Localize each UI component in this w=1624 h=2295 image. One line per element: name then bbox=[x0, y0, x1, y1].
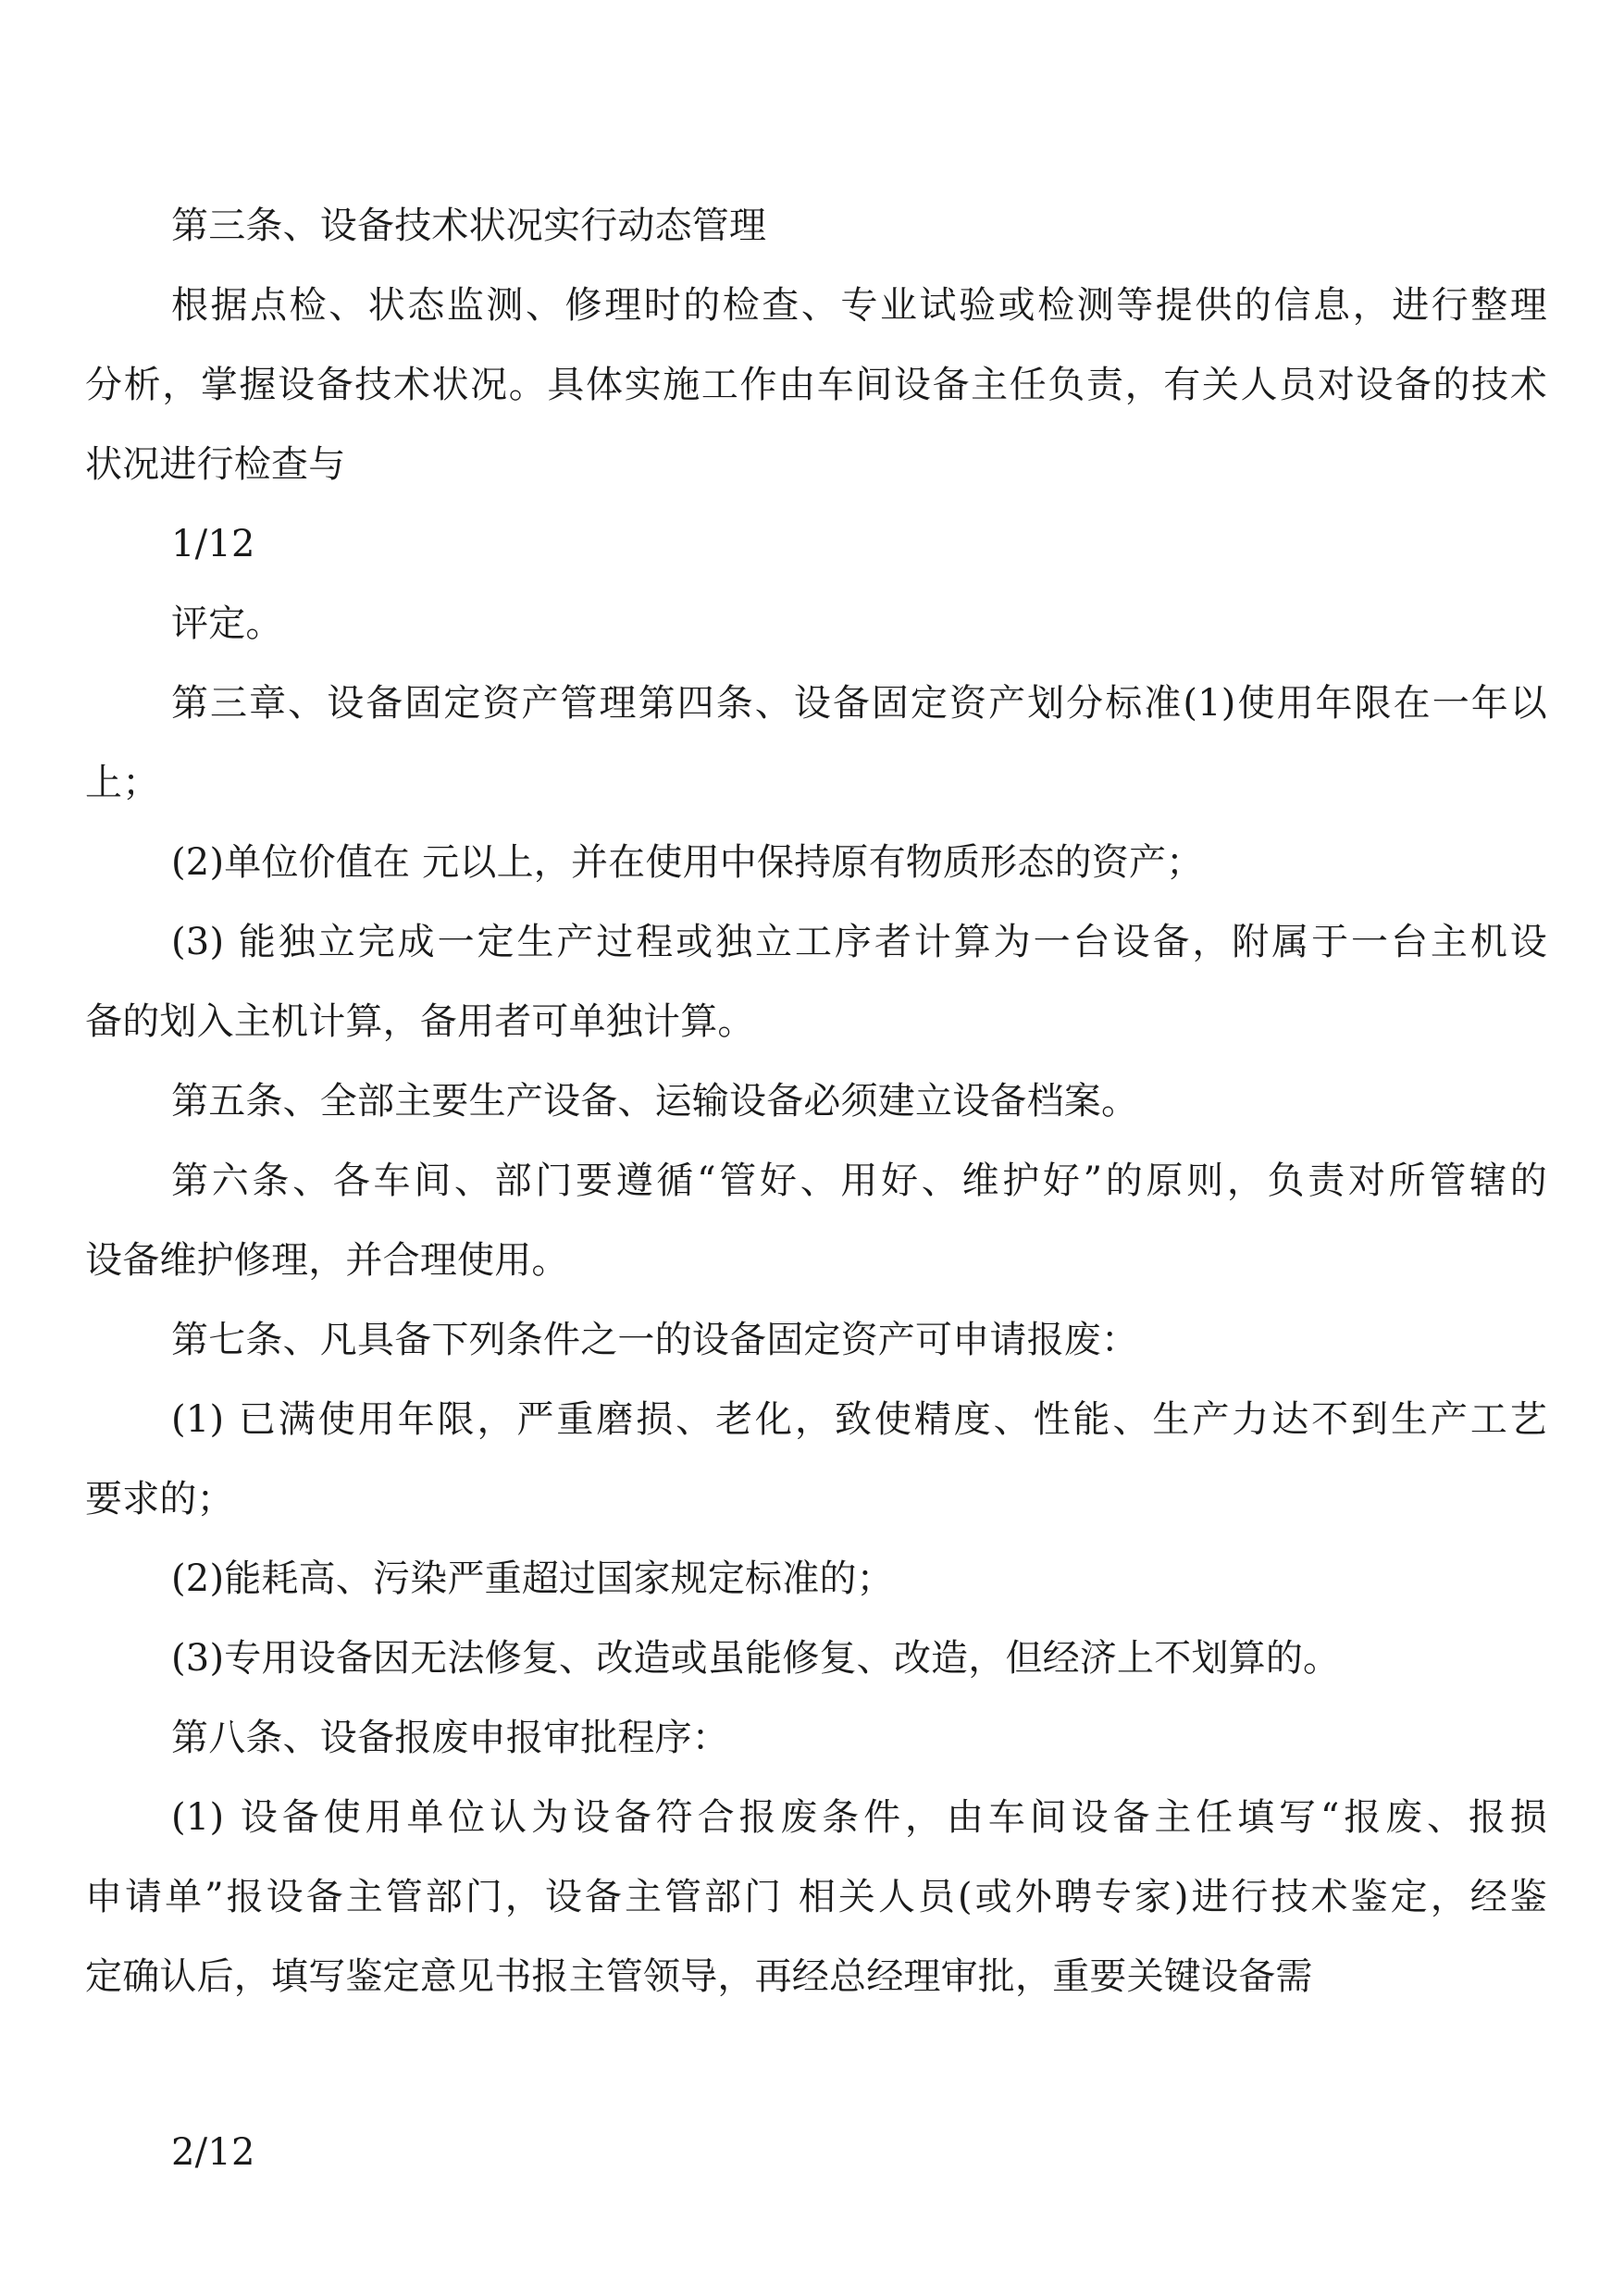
article-5: 第五条、全部主要生产设备、运输设备必须建立设备档案。 bbox=[171, 1080, 1139, 1123]
article-7: 第七条、凡具备下列条件之一的设备固定资产可申请报废： bbox=[171, 1319, 1139, 1361]
paragraph-line: 上； bbox=[85, 762, 160, 804]
article-3-heading: 第三条、设备技术状况实行动态管理 bbox=[171, 205, 767, 247]
list-item: (2)能耗高、污染严重超过国家规定标准的； bbox=[171, 1557, 894, 1600]
paragraph-line: 设备维护修理，并合理使用。 bbox=[85, 1239, 569, 1282]
paragraph-line: 根据点检、状态监测、修理时的检查、专业试验或检测等提供的信息，进行整理 bbox=[171, 284, 1547, 327]
page-number: 1/12 bbox=[171, 523, 255, 565]
list-item: (1) 已满使用年限，严重磨损、老化，致使精度、性能、生产力达不到生产工艺 bbox=[171, 1398, 1547, 1441]
paragraph-line: 评定。 bbox=[171, 602, 283, 645]
article-8: 第八条、设备报废申报审批程序： bbox=[171, 1717, 729, 1759]
list-item: (2)单位价值在 元以上，并在使用中保持原有物质形态的资产； bbox=[171, 841, 1204, 884]
paragraph-line: 状况进行检查与 bbox=[85, 443, 346, 486]
paragraph-line: 定确认后，填写鉴定意见书报主管领导，再经总经理审批，重要关键设备需 bbox=[85, 1955, 1313, 1998]
paragraph-line: 备的划入主机计算，备用者可单独计算。 bbox=[85, 1000, 755, 1043]
page-number: 2/12 bbox=[171, 2131, 255, 2174]
list-item: (1) 设备使用单位认为设备符合报废条件，由车间设备主任填写“报废、报损 bbox=[171, 1796, 1547, 1839]
article-6: 第六条、各车间、部门要遵循“管好、用好、维护好”的原则，负责对所管辖的 bbox=[171, 1160, 1547, 1202]
paragraph-line: 分析，掌握设备技术状况。具体实施工作由车间设备主任负责，有关人员对设备的技术 bbox=[85, 364, 1547, 406]
paragraph-line: 申请单”报设备主管部门，设备主管部门 相关人员(或外聘专家)进行技术鉴定，经鉴 bbox=[85, 1876, 1547, 1918]
list-item: (3)专用设备因无法修复、改造或虽能修复、改造，但经济上不划算的。 bbox=[171, 1637, 1341, 1680]
paragraph-line: 要求的； bbox=[85, 1478, 234, 1520]
list-item: (3) 能独立完成一定生产过程或独立工序者计算为一台设备，附属于一台主机设 bbox=[171, 921, 1547, 963]
chapter-3-heading: 第三章、设备固定资产管理第四条、设备固定资产划分标准(1)使用年限在一年以 bbox=[171, 682, 1547, 725]
